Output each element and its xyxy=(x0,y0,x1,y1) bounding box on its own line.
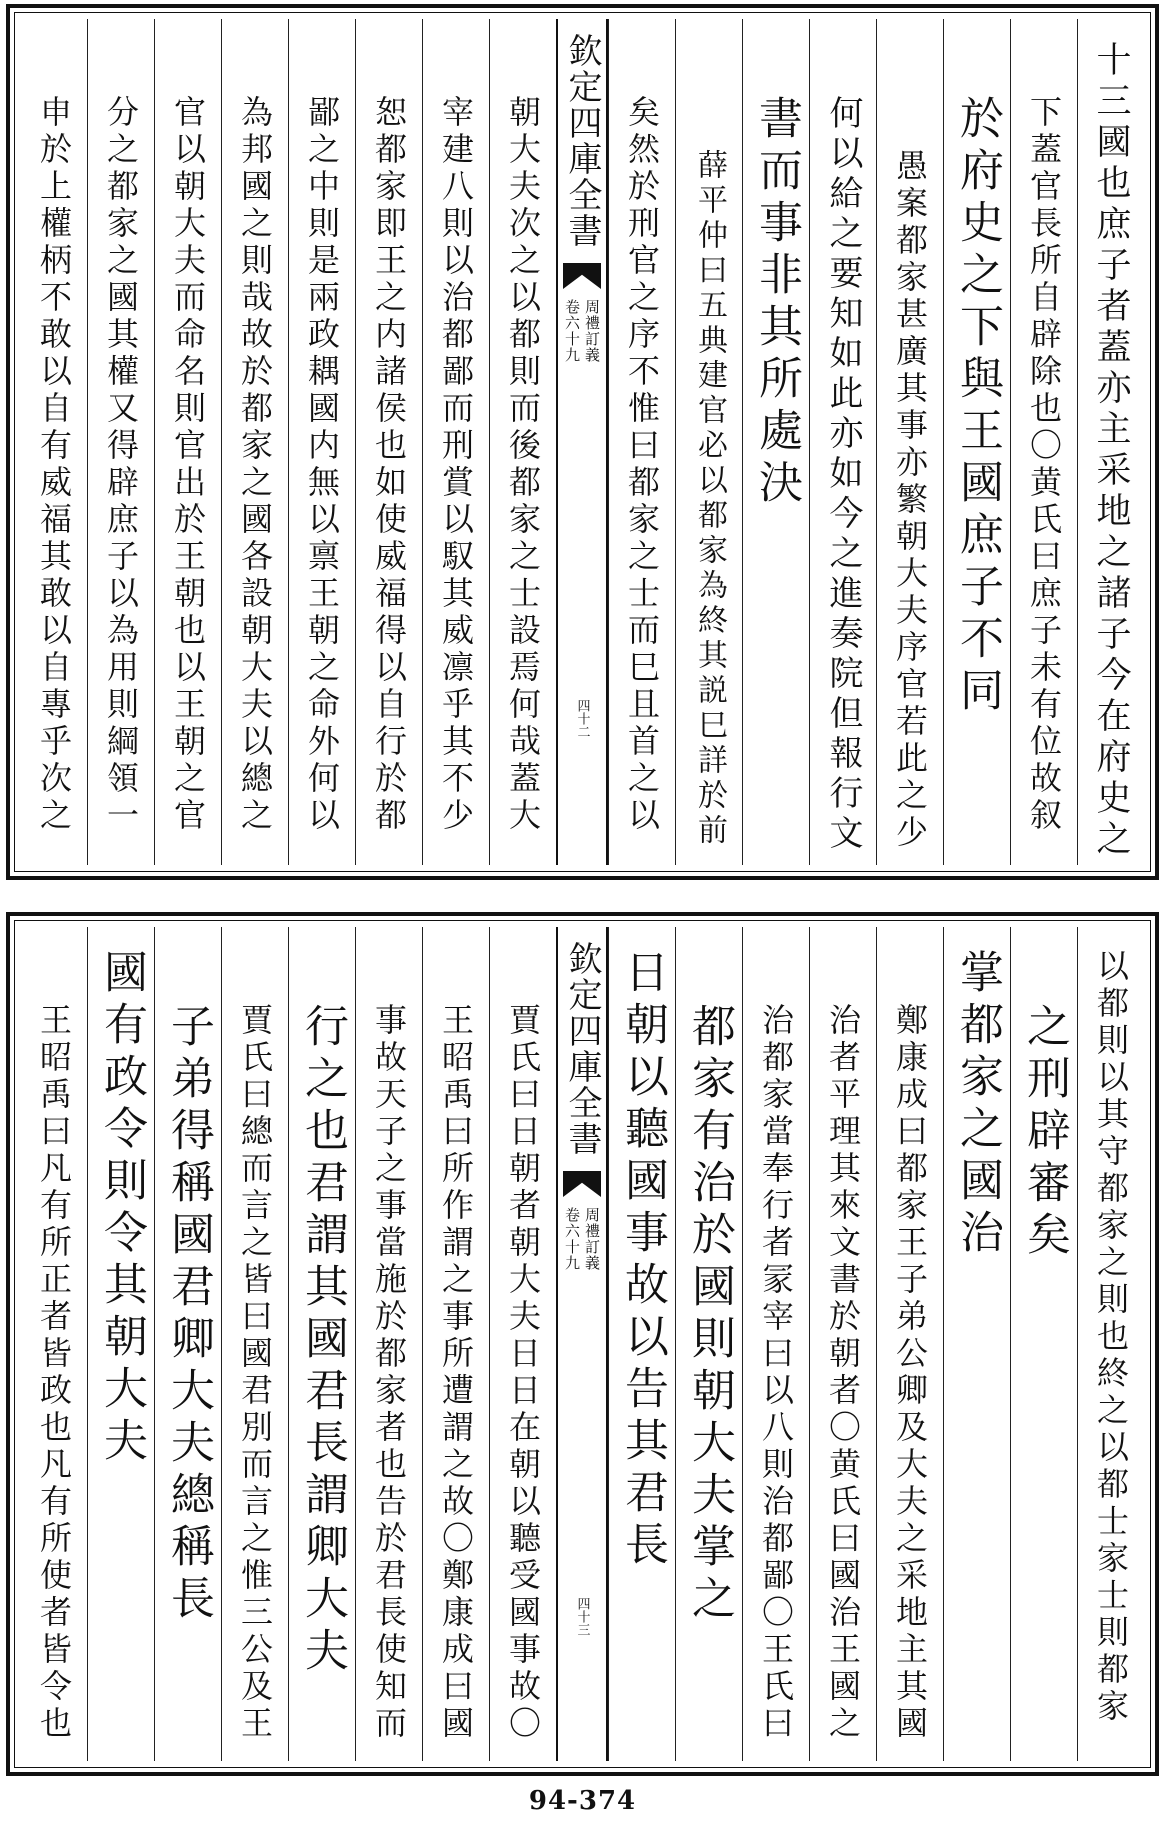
spine-title: 欽定四庫全書 xyxy=(562,33,602,249)
text-column xyxy=(21,19,87,865)
column-text: 以都則以其守都家之則也終之以都士家士則都家 xyxy=(1092,949,1130,1726)
column-text: 鄙之中則是兩政耦國内無以禀王朝之命外何以 xyxy=(303,95,341,835)
fishtail-mark xyxy=(563,263,601,289)
spine-book-title: 周禮訂義 xyxy=(583,1207,601,1271)
text-column xyxy=(1010,19,1077,865)
column-text: 書而事非其所處決 xyxy=(751,95,802,511)
text-column xyxy=(742,19,809,865)
text-column xyxy=(422,927,489,1761)
text-column xyxy=(876,19,943,865)
text-column xyxy=(608,19,675,865)
text-column xyxy=(87,19,154,865)
column-text: 愚案都家甚廣其事亦繁朝大夫序官若此之少 xyxy=(891,149,929,852)
column-text: 宰建八則以治都鄙而刑賞以馭其威凛乎其不少 xyxy=(437,95,475,835)
text-column xyxy=(422,19,489,865)
text-column xyxy=(355,19,422,865)
column-text: 治都家當奉行者冡宰曰以八則治都鄙〇王氏曰 xyxy=(757,1003,795,1743)
text-column xyxy=(355,927,422,1761)
spine-title: 欽定四庫全書 xyxy=(562,941,602,1157)
column-text: 十三國也庶子者蓋亦主采地之諸子今在府史之 xyxy=(1091,41,1131,861)
column-text: 薛平仲曰五典建官必以都家為終其説巳詳於前 xyxy=(692,149,727,849)
column-text: 矣然於刑官之序不惟曰都家之士而巳且首之以 xyxy=(623,95,661,835)
column-text: 都家有治於國則朝大夫掌之 xyxy=(684,1003,735,1627)
column-text: 為邦國之則哉故於都家之國各設朝大夫以總之 xyxy=(236,95,274,835)
column-text: 申於上權柄不敢以自有威福其敢以自專乎次之 xyxy=(35,95,73,835)
column-text: 分之都家之國其權又得辟庶子以為用則綱領一 xyxy=(102,95,140,835)
text-column xyxy=(876,927,943,1761)
column-text: 賈氏曰日朝者朝大夫日日在朝以聽受國事故〇 xyxy=(504,1003,542,1743)
column-text: 王昭禹曰所作謂之事所遭謂之故〇鄭康成曰國 xyxy=(437,1003,475,1743)
column-text: 日朝以聽國事故以告其君長 xyxy=(617,949,668,1573)
text-column xyxy=(1077,19,1144,865)
top-page xyxy=(6,4,1159,880)
text-column xyxy=(1010,927,1077,1761)
center-spine xyxy=(556,19,608,865)
text-column xyxy=(1077,927,1144,1761)
text-column xyxy=(489,927,556,1761)
column-text: 賈氏曰總而言之皆曰國君別而言之惟三公及王 xyxy=(236,1003,274,1743)
text-column xyxy=(489,19,556,865)
top-page-columns xyxy=(21,19,1144,865)
column-text: 事故天子之事當施於都家者也告於君長使知而 xyxy=(370,1003,408,1743)
text-column xyxy=(221,927,288,1761)
text-column xyxy=(675,19,742,865)
column-text: 之刑辟審矣 xyxy=(1019,1003,1070,1263)
spine-book-title: 周禮訂義 xyxy=(583,299,601,363)
bottom-page xyxy=(6,912,1159,1776)
text-column xyxy=(21,927,87,1761)
text-column xyxy=(675,927,742,1761)
column-text: 王昭禹曰凡有所正者皆政也凡有所使者皆令也 xyxy=(35,1003,73,1743)
text-column xyxy=(87,927,154,1761)
text-column xyxy=(809,927,876,1761)
column-text: 治者平理其來文書於朝者〇黄氏曰國治王國之 xyxy=(824,1003,862,1743)
column-text: 子弟得稱國君卿大夫總稱長 xyxy=(163,1003,214,1627)
fishtail-mark xyxy=(563,1171,601,1197)
column-text: 朝大夫次之以都則而後都家之士設焉何哉蓋大 xyxy=(504,95,542,835)
column-text: 掌都家之國治 xyxy=(952,949,1003,1261)
text-column xyxy=(288,927,355,1761)
spine-meta xyxy=(563,1207,601,1271)
spine-folio: 四十二 xyxy=(574,699,590,738)
column-text: 於府史之下與王國庶子不同 xyxy=(952,95,1003,719)
text-column xyxy=(943,927,1010,1761)
column-text: 鄭康成曰都家王子弟公卿及大夫之采地主其國 xyxy=(891,1003,929,1743)
spine-folio: 四十三 xyxy=(574,1597,590,1636)
center-spine xyxy=(556,927,608,1761)
text-column xyxy=(809,19,876,865)
column-text: 官以朝大夫而命名則官出於王朝也以王朝之官 xyxy=(169,95,207,835)
text-column xyxy=(154,927,221,1761)
text-column xyxy=(288,19,355,865)
spine-volume: 卷六十九 xyxy=(563,1207,581,1271)
spine-meta xyxy=(563,299,601,363)
column-text: 何以給之要知如此亦如今之進奏院但報行文 xyxy=(823,95,863,855)
column-text: 行之也君謂其國君長謂卿大夫 xyxy=(297,1003,348,1679)
bottom-page-columns xyxy=(21,927,1144,1761)
column-text: 國有政令則令其朝大夫 xyxy=(96,949,147,1469)
page-number: 94-374 xyxy=(528,1786,637,1816)
text-column xyxy=(943,19,1010,865)
spine-volume: 卷六十九 xyxy=(563,299,581,363)
column-text: 恕都家即王之内諸侯也如使威福得以自行於都 xyxy=(370,95,408,835)
text-column xyxy=(742,927,809,1761)
text-column xyxy=(154,19,221,865)
text-column xyxy=(608,927,675,1761)
text-column xyxy=(221,19,288,865)
column-text: 下蓋官長所自辟除也〇黄氏曰庶子未有位故叙 xyxy=(1025,95,1063,835)
